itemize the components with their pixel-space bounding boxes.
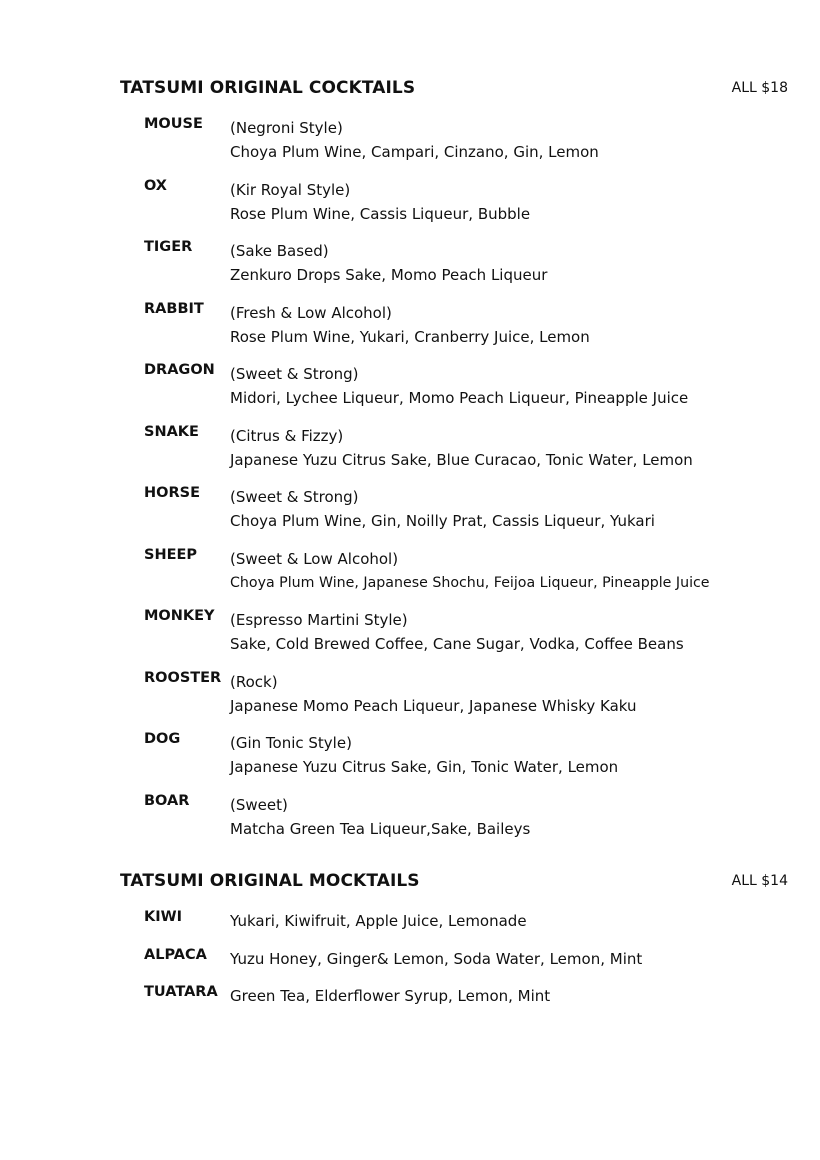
cocktail-style: (Rock) — [230, 672, 278, 691]
cocktail-ingredients: Choya Plum Wine, Gin, Noilly Prat, Cassis Liqueur, Yukari — [230, 512, 655, 530]
cocktail-style: (Citrus & Fizzy) — [230, 426, 344, 445]
mocktail-ingredients: Yukari, Kiwifruit, Apple Juice, Lemonade — [230, 912, 527, 930]
cocktail-style: (Sweet & Strong) — [230, 488, 359, 506]
cocktail-name: BOAR — [144, 792, 190, 809]
cocktail-ingredients: Zenkuro Drops Sake, Momo Peach Liqueur — [230, 266, 548, 284]
cocktail-style: (Kir Royal Style) — [230, 180, 351, 199]
mocktails-title: TATSUMI ORIGINAL MOCKTAILS — [120, 871, 420, 891]
cocktail-style: (Sake Based) — [230, 242, 329, 260]
cocktail-ingredients: Rose Plum Wine, Cassis Liqueur, Bubble — [230, 204, 531, 223]
cocktail-ingredients: Choya Plum Wine, Campari, Cinzano, Gin, Lemon — [230, 143, 599, 161]
cocktail-ingredients: Choya Plum Wine, Japanese Shochu, Feijoa Liqueur, Pineapple Juice — [230, 574, 710, 591]
mocktail-ingredients: Green Tea, Elderflower Syrup, Lemon, Mint — [230, 987, 551, 1005]
cocktails-section — [120, 78, 790, 838]
cocktails-header — [120, 78, 790, 104]
mocktails-price: ALL $14 — [731, 873, 788, 889]
cocktail-name: OX — [144, 177, 167, 194]
cocktail-ingredients: Sake, Cold Brewed Coffee, Cane Sugar, Vodka, Coffee Beans — [230, 635, 684, 653]
cocktail-style: (Sweet & Low Alcohol) — [230, 549, 399, 568]
cocktail-name: TIGER — [144, 239, 193, 255]
cocktail-ingredients: Japanese Momo Peach Liqueur, Japanese Whisky Kaku — [230, 696, 637, 715]
cocktail-name: DRAGON — [144, 362, 215, 378]
cocktail-name: SHEEP — [144, 546, 198, 563]
cocktail-ingredients: Japanese Yuzu Citrus Sake, Blue Curacao, Tonic Water, Lemon — [230, 450, 693, 469]
cocktail-name: ROOSTER — [144, 669, 222, 686]
cocktail-style: (Negroni Style) — [230, 119, 343, 137]
cocktail-style: (Sweet & Strong) — [230, 365, 359, 383]
mocktail-name: KIWI — [144, 909, 183, 925]
cocktail-name: RABBIT — [144, 300, 204, 317]
cocktail-style: (Espresso Martini Style) — [230, 611, 408, 629]
cocktail-ingredients: Matcha Green Tea Liqueur,Sake, Baileys — [230, 819, 531, 838]
cocktail-style: (Fresh & Low Alcohol) — [230, 303, 392, 322]
cocktail-ingredients: Japanese Yuzu Citrus Sake, Gin, Tonic Water, Lemon — [230, 758, 619, 776]
cocktail-name: SNAKE — [144, 423, 199, 440]
mocktails-header — [120, 871, 790, 897]
cocktails-title: TATSUMI ORIGINAL COCKTAILS — [120, 78, 416, 98]
cocktail-ingredients: Midori, Lychee Liqueur, Momo Peach Liqueur, Pineapple Juice — [230, 389, 689, 407]
mocktail-name: TUATARA — [144, 984, 218, 1000]
mocktail-name: ALPACA — [144, 946, 207, 963]
mocktail-ingredients: Yuzu Honey, Ginger& Lemon, Soda Water, Lemon, Mint — [230, 949, 643, 968]
cocktail-name: HORSE — [144, 485, 200, 501]
cocktail-name: MOUSE — [144, 116, 203, 132]
cocktail-ingredients: Rose Plum Wine, Yukari, Cranberry Juice, Lemon — [230, 327, 590, 346]
mocktails-section — [120, 871, 790, 1005]
cocktail-style: (Gin Tonic Style) — [230, 734, 352, 752]
cocktail-name: DOG — [144, 731, 181, 747]
cocktails-price: ALL $18 — [731, 80, 788, 96]
cocktail-name: MONKEY — [144, 608, 215, 624]
cocktail-style: (Sweet) — [230, 795, 288, 814]
